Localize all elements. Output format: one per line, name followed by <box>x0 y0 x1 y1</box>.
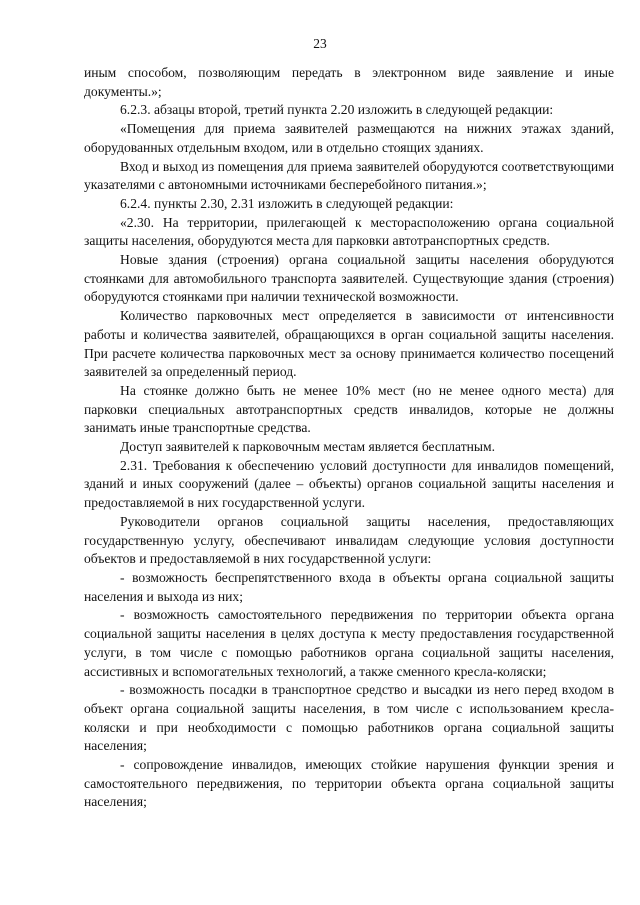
list-item-movement: - возможность самостоятельного передвижения по территории объекта органа социальной защиты населения в целях доступа к месту предоставления государственной услуги, в том числе с помощью работников органа социальной защиты населения, ассистивных и вспомогательных технологий, а также сменного кресла-коляски; <box>84 607 614 679</box>
paragraph-parking-free: Доступ заявителей к парковочным местам является бесплатным. <box>120 439 496 455</box>
list-item-escort: - сопровождение инвалидов, имеющих стойкие нарушения функции зрения и самостоятельного передвижения, по территории объекта органа социальной защиты населения; <box>84 757 614 810</box>
paragraph-6-2-3: 6.2.3. абзацы второй, третий пункта 2.20 изложить в следующей редакции: <box>120 102 554 118</box>
paragraph-heads: Руководители органов социальной защиты населения, предоставляющих государственную услугу, обеспечивают инвалидам следующие условия доступности объектов и предоставляемой в них государственной услуги: <box>84 513 614 567</box>
paragraph-2-30: «2.30. На территории, прилегающей к месторасположению органа социальной защиты населения, оборудуются места для парковки автотранспортных средств. <box>84 214 614 249</box>
paragraph-entrance: Вход и выход из помещения для приема заявителей оборудуются соответствующими указателями с автономными источниками бесперебойного питания.»; <box>84 158 614 193</box>
page-number: 23 <box>313 36 327 51</box>
paragraph-6-2-4: 6.2.4. пункты 2.30, 2.31 изложить в следующей редакции: <box>120 195 454 211</box>
list-item-entrance: - возможность беспрепятственного входа в объекты органа социальной защиты населения и выхода из них; <box>84 569 614 604</box>
document-body <box>84 64 614 812</box>
paragraph-parking-count: Количество парковочных мест определяется в зависимости от интенсивности работы и количества заявителей, обращающихся в орган социальной защиты населения. При расчете количества парковочных мест за основу принимается количество посещений заявителей за определенный период. <box>84 308 614 380</box>
paragraph-parking-disabled: На стоянке должно быть не менее 10% мест (но не менее одного места) для парковки специальных автотранспортных средств инвалидов, которые не должны занимать иные транспортные средства. <box>84 382 614 436</box>
paragraph-premises: «Помещения для приема заявителей размещаются на нижних этажах зданий, оборудованных отдельным входом, или в отдельно стоящих зданиях. <box>84 121 614 155</box>
paragraph-2-31: 2.31. Требования к обеспечению условий доступности для инвалидов помещений, зданий и иных сооружений (далее – объекты) органов социальной защиты населения и предоставляемой в них государственной услуги. <box>84 457 614 511</box>
paragraph-continuation: иным способом, позволяющим передать в электронном виде заявление и иные документы.»; <box>84 65 614 99</box>
list-item-transport: - возможность посадки в транспортное средство и высадки из него перед входом в объект органа социальной защиты населения, в том числе с использованием кресла-коляски и при необходимости с помощью работников органа социальной защиты населения; <box>84 682 614 754</box>
paragraph-new-buildings: Новые здания (строения) органа социальной защиты населения оборудуются стоянками для автомобильного транспорта заявителей. Существующие здания (строения) оборудуются стоянками при наличии технической возможности. <box>84 252 614 305</box>
